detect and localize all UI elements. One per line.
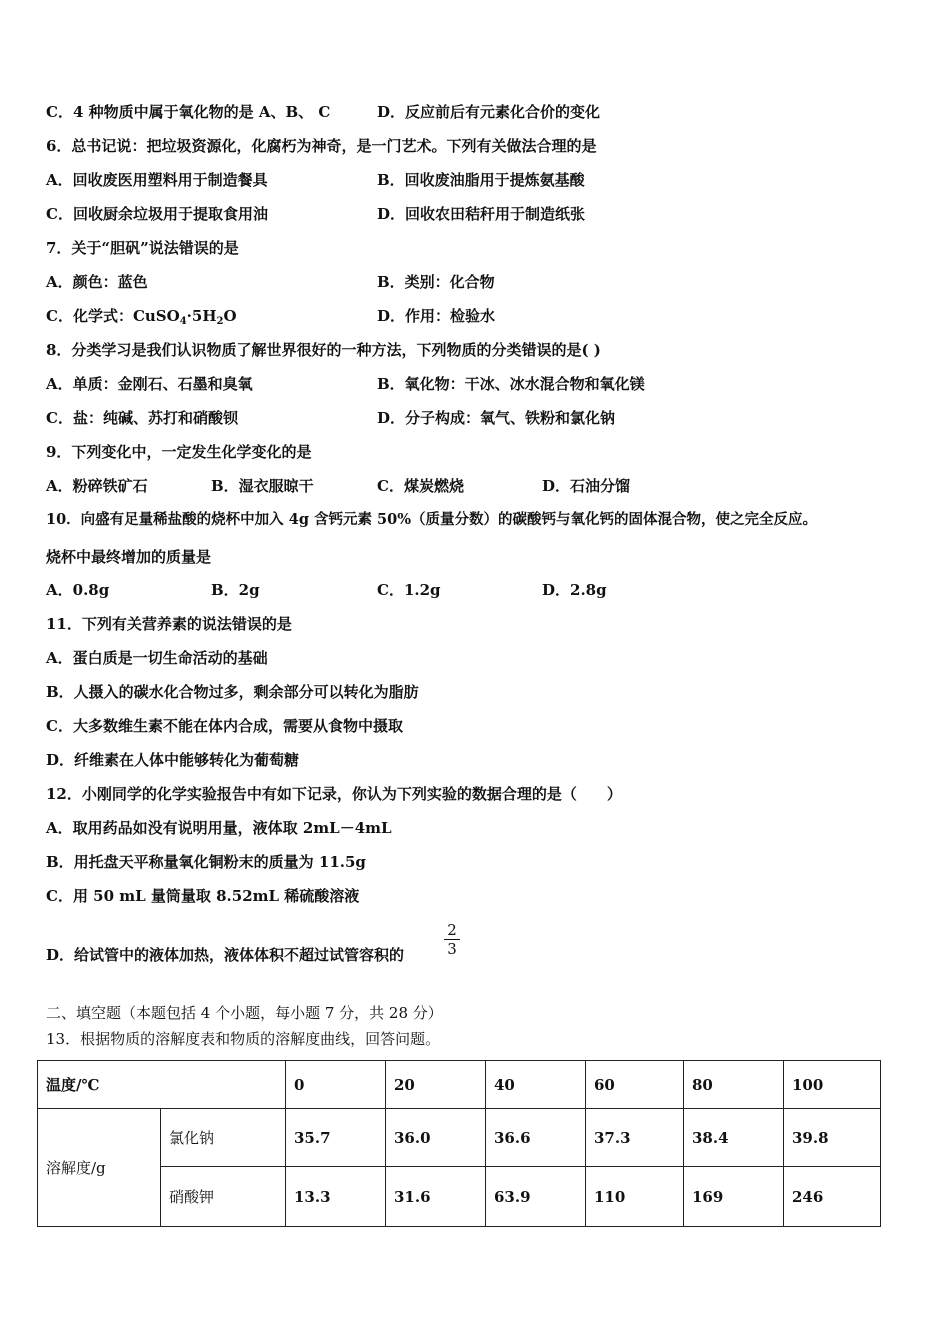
q12-option-a: A．取用药品如没有说明用量，液体取 2mL－4mL xyxy=(46,819,392,837)
solubility-table xyxy=(37,1060,881,1227)
q7-option-c xyxy=(46,306,237,332)
q12-fraction xyxy=(444,922,460,957)
q6-stem: 6．总书记说：把垃圾资源化，化腐朽为神奇，是一门艺术。下列有关做法合理的是 xyxy=(46,137,597,155)
q10-stem-line2: 烧杯中最终增加的质量是 xyxy=(46,548,212,566)
q7-option-a: A．颜色：蓝色 xyxy=(46,273,148,291)
q9-option-a: A．粉碎铁矿石 xyxy=(46,477,148,495)
q12-stem: 12．小刚同学的化学实验报告中有如下记录，你认为下列实验的数据合理的是（ ） xyxy=(46,785,622,803)
value-cell: 169 xyxy=(684,1167,784,1227)
q7-c-sub1: 4 xyxy=(179,316,187,327)
q10-option-a: A．0.8g xyxy=(46,581,110,599)
q8-option-d: D．分子构成：氧气、铁粉和氯化钠 xyxy=(377,409,616,427)
value-cell: 36.6 xyxy=(486,1109,586,1167)
q7-option-b: B．类别：化合物 xyxy=(377,273,495,291)
table-header-row xyxy=(38,1061,881,1109)
q7-c-end: O xyxy=(223,307,237,325)
value-cell: 39.8 xyxy=(784,1109,881,1167)
q9-option-d: D．石油分馏 xyxy=(542,477,631,495)
q10-stem-line1: 10．向盛有足量稀盐酸的烧杯中加入 4g 含钙元素 50%（质量分数）的碳酸钙与氧化钙的固体混合物，使之完全反应。 xyxy=(46,511,818,528)
q11-option-b: B．人摄入的碳水化合物过多，剩余部分可以转化为脂肪 xyxy=(46,683,419,701)
substance-name: 氯化钠 xyxy=(161,1109,286,1167)
temp-cell: 20 xyxy=(386,1061,486,1109)
q12-option-b: B．用托盘天平称量氧化铜粉末的质量为 11.5g xyxy=(46,853,366,871)
temperature-header: 温度/℃ xyxy=(38,1061,286,1109)
value-cell: 35.7 xyxy=(286,1109,386,1167)
q9-option-b: B．湿衣服晾干 xyxy=(211,477,314,495)
q11-option-a: A．蛋白质是一切生命活动的基础 xyxy=(46,649,268,667)
q5-option-c: C．4 种物质中属于氧化物的是 A、B、 C xyxy=(46,103,331,121)
solubility-group-label: 溶解度/g xyxy=(38,1109,161,1227)
q5-option-d: D．反应前后有元素化合价的变化 xyxy=(377,103,601,121)
q10-option-b: B．2g xyxy=(211,581,260,599)
temp-cell: 100 xyxy=(784,1061,881,1109)
q8-stem: 8．分类学习是我们认识物质了解世界很好的一种方法，下列物质的分类错误的是( ) xyxy=(46,341,601,359)
q6-option-b: B．回收废油脂用于提炼氨基酸 xyxy=(377,171,585,189)
q7-c-sub2: 2 xyxy=(216,316,224,327)
q11-stem: 11．下列有关营养素的说法错误的是 xyxy=(46,615,292,633)
q9-option-c: C．煤炭燃烧 xyxy=(377,477,464,495)
value-cell: 110 xyxy=(586,1167,684,1227)
value-cell: 13.3 xyxy=(286,1167,386,1227)
q8-option-a: A．单质：金刚石、石墨和臭氧 xyxy=(46,375,253,393)
q9-stem: 9．下列变化中，一定发生化学变化的是 xyxy=(46,443,312,461)
fraction-denominator: 3 xyxy=(447,940,457,958)
section-2-title: 二、填空题（本题包括 4 个小题，每小题 7 分，共 28 分） xyxy=(46,1004,443,1022)
q11-option-c: C．大多数维生素不能在体内合成，需要从食物中摄取 xyxy=(46,717,403,735)
q8-option-c: C．盐：纯碱、苏打和硝酸钡 xyxy=(46,409,238,427)
value-cell: 38.4 xyxy=(684,1109,784,1167)
q12-option-c: C．用 50 mL 量筒量取 8.52mL 稀硫酸溶液 xyxy=(46,887,360,905)
q6-option-d: D．回收农田秸秆用于制造纸张 xyxy=(377,205,586,223)
fraction-numerator: 2 xyxy=(447,921,457,939)
q6-option-c: C．回收厨余垃圾用于提取食用油 xyxy=(46,205,268,223)
temp-cell: 0 xyxy=(286,1061,386,1109)
q8-option-b: B．氧化物：干冰、冰水混合物和氧化镁 xyxy=(377,375,645,393)
value-cell: 63.9 xyxy=(486,1167,586,1227)
q12-option-d: D．给试管中的液体加热，液体体积不超过试管容积的 xyxy=(46,946,405,964)
value-cell: 37.3 xyxy=(586,1109,684,1167)
q7-stem: 7．关于“胆矾”说法错误的是 xyxy=(46,239,239,257)
q13-stem: 13．根据物质的溶解度表和物质的溶解度曲线，回答问题。 xyxy=(46,1030,441,1048)
value-cell: 31.6 xyxy=(386,1167,486,1227)
temp-cell: 40 xyxy=(486,1061,586,1109)
q11-option-d: D．纤维素在人体中能够转化为葡萄糖 xyxy=(46,751,300,769)
temp-cell: 80 xyxy=(684,1061,784,1109)
q10-option-c: C．1.2g xyxy=(377,581,441,599)
q7-option-d: D．作用：检验水 xyxy=(377,307,496,325)
q10-option-d: D．2.8g xyxy=(542,581,607,599)
q6-option-a: A．回收废医用塑料用于制造餐具 xyxy=(46,171,268,189)
value-cell: 246 xyxy=(784,1167,881,1227)
substance-name: 硝酸钾 xyxy=(161,1167,286,1227)
temp-cell: 60 xyxy=(586,1061,684,1109)
q7-c-mid: ·5H xyxy=(186,307,217,325)
value-cell: 36.0 xyxy=(386,1109,486,1167)
table-row xyxy=(38,1109,881,1167)
q7-c-prefix: C．化学式：CuSO xyxy=(46,307,180,325)
table-row xyxy=(38,1167,881,1227)
